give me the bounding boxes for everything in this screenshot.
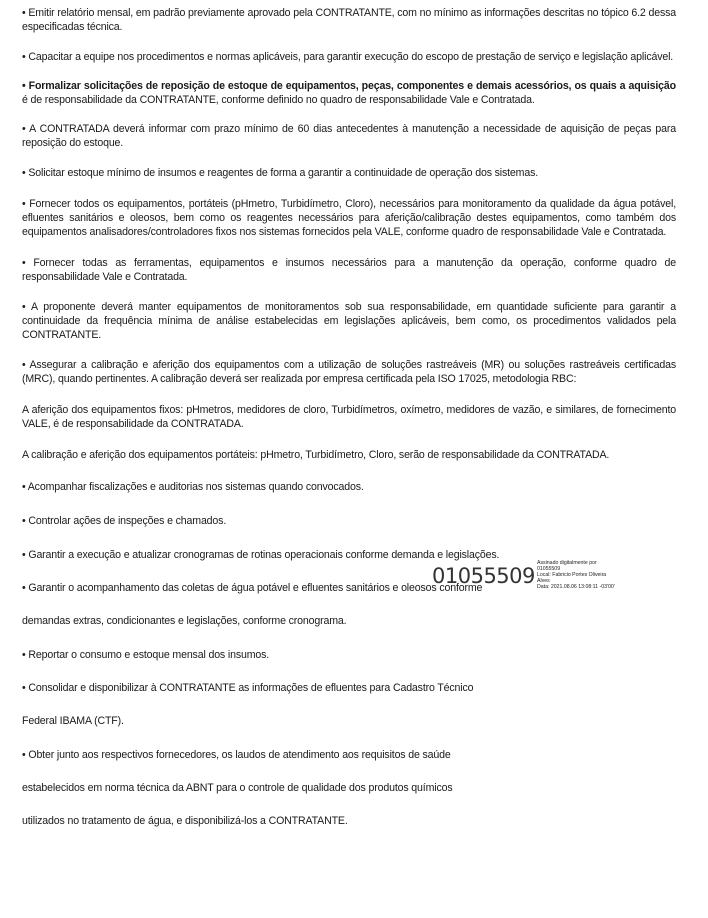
- paragraph-laudos-line3: utilizados no tratamento de água, e disponibilizá-los a CONTRATANTE.: [22, 815, 348, 827]
- signature-line: Assinado digitalmente por: [537, 560, 597, 566]
- paragraph-ferramentas: • Fornecer todas as ferramentas, equipamentos e insumos necessários para a manutenção da operação, conforme quadro de responsabilidade Vale e Contratada.: [22, 257, 676, 283]
- signature-details: [537, 560, 667, 590]
- paragraph-fiscalizacoes: • Acompanhar fiscalizações e auditorias nos sistemas quando convocados.: [22, 481, 364, 493]
- paragraph-afericao-portateis: A calibração e aferição dos equipamentos portáteis: pHmetro, Turbidímetro, Cloro, serão de responsabilidade da CONTRATADA.: [22, 449, 610, 461]
- document-body: [22, 6, 676, 828]
- signature-number: 01055509: [432, 564, 535, 588]
- paragraph-formalizar-bold: • Formalizar solicitações de reposição de estoque de equipamentos, peças, componentes e demais acessórios, os quais a aquisição: [22, 80, 676, 92]
- signature-line: 01055509: [537, 566, 561, 572]
- paragraph-laudos-line2: estabelecidos em norma técnica da ABNT para o controle de qualidade dos produtos químicos: [22, 782, 453, 794]
- paragraph-consumo: • Reportar o consumo e estoque mensal dos insumos.: [22, 649, 270, 661]
- paragraph-proponente: • A proponente deverá manter equipamentos de monitoramentos sob sua responsabilidade, em quantidade suficiente para garantir a continuidade da frequência mínima de análise estabelecidas em legislações aplicáveis, bem como, os procedimentos validados pela CONTRATANTE.: [22, 301, 676, 341]
- digital-signature-stamp: [432, 560, 672, 600]
- paragraph-prazo: • A CONTRATADA deverá informar com prazo mínimo de 60 dias antecedentes à manutenção a necessidade de aquisição de peças para reposição do estoque.: [22, 123, 676, 149]
- paragraph-formalizar-rest: é de responsabilidade da CONTRATANTE, conforme definido no quadro de responsabilidade Vale e Contratada.: [22, 94, 535, 106]
- paragraph-laudos-line1: • Obter junto aos respectivos fornecedores, os laudos de atendimento aos requisitos de saúde: [22, 749, 451, 761]
- signature-line: Local: Fabricio Portes Oliveira: [537, 572, 607, 578]
- paragraph-calibracao: • Assegurar a calibração e aferição dos equipamentos com a utilização de soluções rastreáveis (MR) ou soluções rastreáveis certificadas (MRC), quando pertinentes. A calibração deverá ser realizada por empresa certificada pela ISO 17025, metodologia RBC:: [22, 359, 676, 385]
- paragraph-coletas-line1: • Garantir o acompanhamento das coletas de água potável e efluentes sanitários e oleosos conforme: [22, 582, 483, 594]
- paragraph-formalizar: [22, 79, 676, 107]
- signature-line: Data: 2021.08.06 13:08:11 -03'00': [537, 584, 615, 590]
- paragraph-equipamentos: • Fornecer todos os equipamentos, portáteis (pHmetro, Turbidímetro, Cloro), necessários para monitoramento da qualidade da água potável, efluentes sanitários e oleosos, bem como os reagentes necessários para aferição/calibração destes equipamentos, como também dos equipamentos analisadores/controladores fixos nos sistemas fornecidos pela VALE, conforme quadro de responsabilidade Vale e Contratada.: [22, 198, 676, 238]
- paragraph-cronogramas: • Garantir a execução e atualizar cronogramas de rotinas operacionais conforme demanda e legislações.: [22, 549, 500, 561]
- paragraph-estoque-minimo: • Solicitar estoque mínimo de insumos e reagentes de forma a garantir a continuidade de operação dos sistemas.: [22, 167, 539, 179]
- signature-line: Alves: [537, 578, 550, 584]
- paragraph-ctf-line1: • Consolidar e disponibilizar à CONTRATANTE as informações de efluentes para Cadastro Técnico: [22, 682, 474, 694]
- paragraph-ctf-line2: Federal IBAMA (CTF).: [22, 715, 124, 727]
- paragraph-afericao-fixos: A aferição dos equipamentos fixos: pHmetros, medidores de cloro, Turbidímetros, oxímetro, medidores de vazão, e similares, de fornecimento VALE, é de responsabilidade da CONTRATADA.: [22, 404, 676, 430]
- paragraph-coletas-line2: demandas extras, condicionantes e legislações, conforme cronograma.: [22, 615, 347, 627]
- paragraph-inspecoes: • Controlar ações de inspeções e chamados.: [22, 515, 227, 527]
- paragraph-relatorio: • Emitir relatório mensal, em padrão previamente aprovado pela CONTRATANTE, com no mínimo as informações descritas no tópico 6.2 dessa especificadas técnica.: [22, 7, 676, 33]
- paragraph-capacitar: • Capacitar a equipe nos procedimentos e normas aplicáveis, para garantir execução do escopo de prestação de serviço e legislação aplicável.: [22, 51, 674, 63]
